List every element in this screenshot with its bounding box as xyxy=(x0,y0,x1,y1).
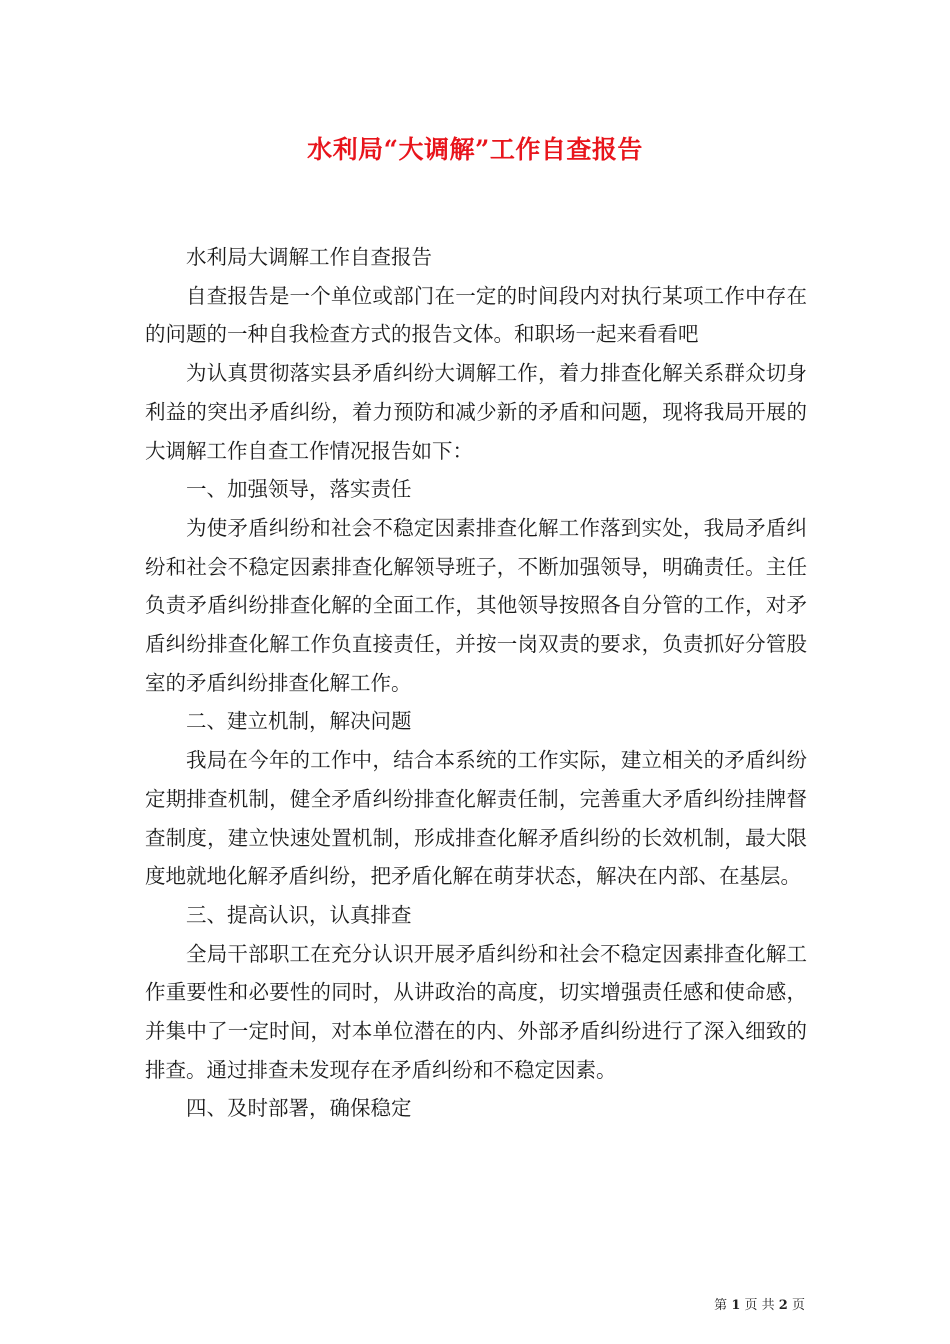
footer-middle: 页 共 xyxy=(744,1298,775,1313)
section-heading-3: 三、提高认识，认真排查 xyxy=(186,902,412,927)
paragraph-section-3: 全局干部职工在充分认识开展矛盾纠纷和社会不稳定因素排查化解工作重要性和必要性的同时，从讲政治的高度，切实增强责任感和使命感，并集中了一定时间，对本单位潜在的内、外部矛盾纠纷进行了深入细致的排查。通过排查未发现存在矛盾纠纷和不稳定因素。 xyxy=(145,941,807,1082)
footer-total-pages: 2 xyxy=(778,1298,788,1313)
document-title: 水利局“大调解”工作自查报告 xyxy=(307,135,643,164)
footer-suffix: 页 xyxy=(791,1298,805,1313)
document-body xyxy=(145,238,807,1128)
paragraph-subtitle: 水利局大调解工作自查报告 xyxy=(186,245,432,269)
footer-current-page: 1 xyxy=(731,1298,741,1313)
section-heading-1: 一、加强领导，落实责任 xyxy=(186,477,412,502)
section-heading-2: 二、建立机制，解决问题 xyxy=(186,709,412,734)
paragraph-purpose: 为认真贯彻落实县矛盾纠纷大调解工作，着力排查化解关系群众切身利益的突出矛盾纠纷，着力预防和减少新的矛盾和问题，现将我局开展的大调解工作自查工作情况报告如下： xyxy=(145,361,807,463)
paragraph-section-2: 我局在今年的工作中，结合本系统的工作实际，建立相关的矛盾纠纷定期排查机制，健全矛盾纠纷排查化解责任制，完善重大矛盾纠纷挂牌督查制度，建立快速处置机制，形成排查化解矛盾纠纷的长效机制，最大限度地就地化解矛盾纠纷，把矛盾化解在萌芽状态，解决在内部、在基层。 xyxy=(145,748,807,889)
paragraph-intro: 自查报告是一个单位或部门在一定的时间段内对执行某项工作中存在的问题的一种自我检查方式的报告文体。和职场一起来看看吧 xyxy=(145,283,807,347)
paragraph-section-1: 为使矛盾纠纷和社会不稳定因素排查化解工作落到实处，我局矛盾纠纷和社会不稳定因素排查化解领导班子，不断加强领导，明确责任。主任负责矛盾纠纷排查化解的全面工作，其他领导按照各自分管的工作，对矛盾纠纷排查化解工作负直接责任，并按一岗双责的要求，负责抓好分管股室的矛盾纠纷排查化解工作。 xyxy=(145,515,807,695)
page-number-footer xyxy=(714,1294,805,1313)
section-heading-4: 四、及时部署，确保稳定 xyxy=(186,1096,412,1121)
footer-prefix: 第 xyxy=(714,1298,728,1313)
